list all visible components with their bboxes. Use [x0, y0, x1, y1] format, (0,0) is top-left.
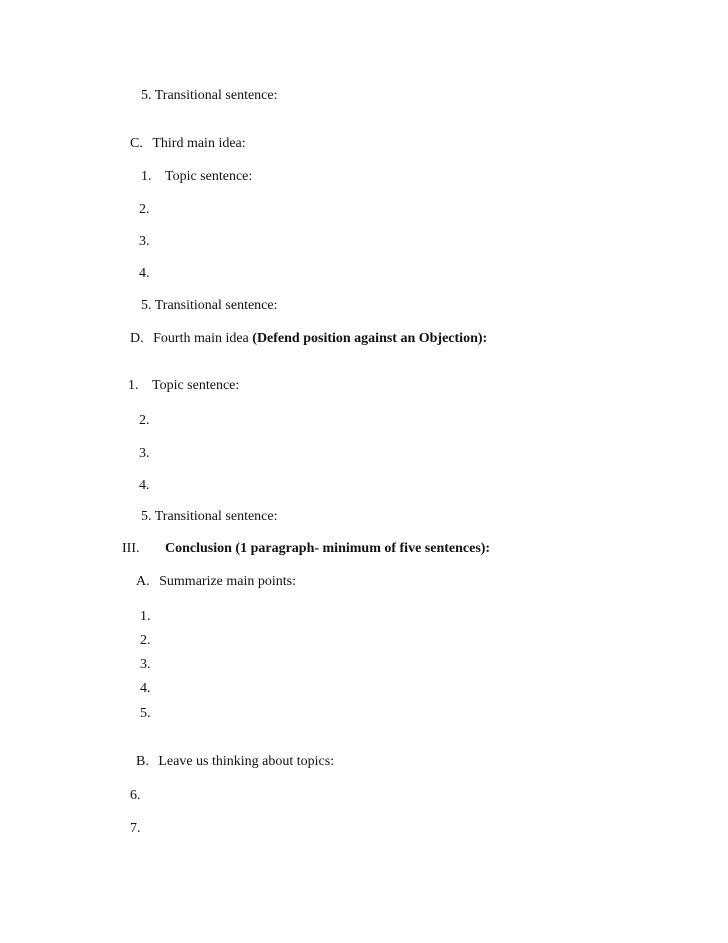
- item-number: 2.: [139, 202, 150, 217]
- outline-item-c3: [139, 233, 150, 251]
- item-number: 1.: [141, 169, 152, 184]
- conclusion-a-item-4: [140, 680, 151, 698]
- conclusion-a-item-3: [140, 656, 151, 674]
- outline-item-c5: [141, 297, 278, 315]
- section-title: Third main idea:: [152, 136, 246, 151]
- item-number: 7.: [130, 821, 141, 836]
- roman-numeral: III.: [122, 541, 140, 556]
- conclusion-b-item-6: [130, 787, 141, 805]
- item-number: 2.: [139, 413, 150, 428]
- item-number: 3.: [140, 657, 151, 672]
- item-number: 5.: [141, 509, 152, 524]
- outline-item-c4: [139, 265, 150, 283]
- subsection-letter: A.: [136, 574, 150, 589]
- section-title: Conclusion (1 paragraph- minimum of five sentences):: [165, 541, 491, 556]
- item-text: Topic sentence:: [152, 378, 240, 393]
- item-number: 5.: [140, 706, 151, 721]
- section-letter: D.: [130, 331, 144, 346]
- conclusion-b-heading: [136, 753, 334, 771]
- item-number: 1.: [128, 378, 139, 393]
- conclusion-a-item-2: [140, 632, 151, 650]
- outline-item-d4: [139, 477, 150, 495]
- item-number: 5.: [141, 298, 152, 313]
- subsection-letter: B.: [136, 754, 149, 769]
- outline-item-c1: [141, 168, 252, 186]
- outline-item-b5: [141, 87, 278, 105]
- item-number: 6.: [130, 788, 141, 803]
- outline-item-d1: [128, 377, 239, 395]
- subsection-title: Summarize main points:: [159, 574, 296, 589]
- section-iii-heading: [122, 540, 490, 558]
- item-text: Transitional sentence:: [154, 88, 278, 103]
- section-title-emphasis: (Defend position against an Objection):: [252, 331, 488, 346]
- item-number: 2.: [140, 633, 151, 648]
- outline-item-d5: [141, 508, 278, 526]
- item-text: Transitional sentence:: [154, 509, 278, 524]
- item-number: 4.: [139, 266, 150, 281]
- conclusion-a-item-5: [140, 705, 151, 723]
- outline-item-c2: [139, 201, 150, 219]
- section-title: Fourth main idea: [153, 331, 249, 346]
- outline-item-d2: [139, 412, 150, 430]
- item-text: Transitional sentence:: [154, 298, 278, 313]
- item-number: 1.: [140, 609, 151, 624]
- subsection-title: Leave us thinking about topics:: [158, 754, 335, 769]
- conclusion-a-item-1: [140, 608, 151, 626]
- conclusion-b-item-7: [130, 820, 141, 838]
- section-letter: C.: [130, 136, 143, 151]
- outline-item-d3: [139, 445, 150, 463]
- conclusion-a-heading: [136, 573, 296, 591]
- section-c-heading: [130, 135, 246, 153]
- item-number: 3.: [139, 234, 150, 249]
- item-number: 4.: [140, 681, 151, 696]
- item-number: 3.: [139, 446, 150, 461]
- section-d-heading: [130, 330, 487, 348]
- item-number: 4.: [139, 478, 150, 493]
- item-number: 5.: [141, 88, 152, 103]
- item-text: Topic sentence:: [165, 169, 253, 184]
